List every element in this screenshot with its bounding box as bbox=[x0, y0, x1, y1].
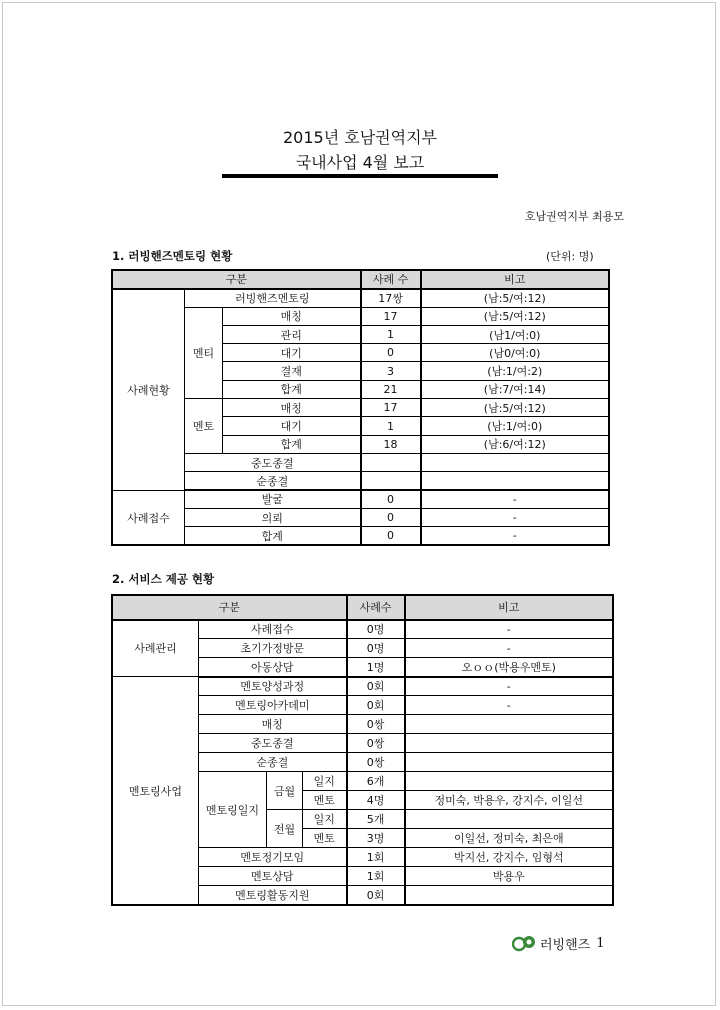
row-note: - bbox=[421, 527, 609, 545]
row-value: 1 bbox=[361, 417, 421, 435]
table-header-cases: 사례 수 bbox=[361, 271, 421, 289]
subgroup-label: 멘토 bbox=[185, 399, 223, 454]
row-note: (남:7/여:14) bbox=[421, 380, 609, 398]
unit-label: (단위: 명) bbox=[546, 250, 594, 263]
row-value: 17 bbox=[361, 399, 421, 417]
row-note bbox=[405, 715, 613, 734]
row-label: 멘토링활동지원 bbox=[199, 886, 347, 905]
row-label: 결재 bbox=[223, 362, 361, 380]
row-label: 매칭 bbox=[223, 399, 361, 417]
row-value: 1 bbox=[361, 325, 421, 343]
row-value: 0명 bbox=[347, 620, 405, 639]
row-label: 합계 bbox=[223, 435, 361, 453]
row-value bbox=[361, 472, 421, 490]
row-label: 발굴 bbox=[185, 490, 361, 508]
group-label: 멘토링사업 bbox=[113, 677, 199, 905]
row-note: (남:6/여:12) bbox=[421, 435, 609, 453]
row-value: 0명 bbox=[347, 639, 405, 658]
table-header-category: 구분 bbox=[113, 596, 347, 620]
row-label: 대기 bbox=[223, 344, 361, 362]
row-label: 일지 bbox=[303, 772, 347, 791]
title-underline bbox=[222, 174, 498, 178]
row-value: 3명 bbox=[347, 829, 405, 848]
row-label: 멘토링아카데미 bbox=[199, 696, 347, 715]
row-label: 러빙핸즈멘토링 bbox=[185, 289, 361, 307]
row-value: 17쌍 bbox=[361, 289, 421, 307]
row-value: 17 bbox=[361, 307, 421, 325]
row-value: 0쌍 bbox=[347, 753, 405, 772]
page-number: 1 bbox=[596, 935, 605, 951]
row-note: - bbox=[421, 490, 609, 508]
row-label: 초기가정방문 bbox=[199, 639, 347, 658]
row-note: (남1/여:0) bbox=[421, 325, 609, 343]
row-label: 매칭 bbox=[223, 307, 361, 325]
row-label: 순종결 bbox=[185, 472, 361, 490]
loving-hands-logo-icon bbox=[512, 933, 538, 953]
row-note: 이일선, 정미숙, 최은애 bbox=[405, 829, 613, 848]
row-note: - bbox=[405, 639, 613, 658]
row-note: (남:5/여:12) bbox=[421, 399, 609, 417]
row-note bbox=[405, 772, 613, 791]
row-label: 관리 bbox=[223, 325, 361, 343]
row-label: 중도종결 bbox=[199, 734, 347, 753]
row-value: 1명 bbox=[347, 658, 405, 677]
section2-heading: 2. 서비스 제공 현황 bbox=[112, 572, 215, 586]
row-label: 일지 bbox=[303, 810, 347, 829]
row-note: 정미숙, 박용우, 강지수, 이일선 bbox=[405, 791, 613, 810]
table-header-category: 구분 bbox=[113, 271, 361, 289]
service-status-table bbox=[112, 595, 613, 905]
row-value: 21 bbox=[361, 380, 421, 398]
row-value: 4명 bbox=[347, 791, 405, 810]
section1-heading: 1. 러빙핸즈멘토링 현황 bbox=[112, 249, 233, 263]
row-label: 합계 bbox=[185, 527, 361, 545]
subgroup-label: 멘토링일지 bbox=[199, 772, 267, 848]
row-value: 1회 bbox=[347, 867, 405, 886]
row-note bbox=[405, 734, 613, 753]
row-value: 6개 bbox=[347, 772, 405, 791]
row-note: (남:5/여:12) bbox=[421, 307, 609, 325]
row-note bbox=[405, 753, 613, 772]
row-label: 멘토 bbox=[303, 791, 347, 810]
group-label: 사례접수 bbox=[113, 490, 185, 545]
row-label: 중도종결 bbox=[185, 453, 361, 471]
row-value: 0 bbox=[361, 344, 421, 362]
row-note: (남:1/여:0) bbox=[421, 417, 609, 435]
row-value: 3 bbox=[361, 362, 421, 380]
row-value: 0 bbox=[361, 508, 421, 526]
row-label: 멘토상담 bbox=[199, 867, 347, 886]
report-title: 2015년 호남권역지부 bbox=[283, 128, 437, 147]
row-note: (남0/여:0) bbox=[421, 344, 609, 362]
row-note: - bbox=[405, 696, 613, 715]
row-value bbox=[361, 453, 421, 471]
row-label: 합계 bbox=[223, 380, 361, 398]
table-header-note: 비고 bbox=[421, 271, 609, 289]
mentoring-status-table bbox=[112, 270, 609, 545]
row-note: - bbox=[405, 620, 613, 639]
row-label: 사례접수 bbox=[199, 620, 347, 639]
row-value: 1회 bbox=[347, 848, 405, 867]
row-label: 의뢰 bbox=[185, 508, 361, 526]
row-value: 0쌍 bbox=[347, 715, 405, 734]
row-note bbox=[405, 886, 613, 905]
row-value: 0회 bbox=[347, 677, 405, 696]
footer-brand: 러빙핸즈 bbox=[540, 937, 591, 953]
row-label: 대기 bbox=[223, 417, 361, 435]
row-note: 박지선, 강지수, 임형석 bbox=[405, 848, 613, 867]
row-label: 멘토정기모임 bbox=[199, 848, 347, 867]
author-line: 호남권역지부 최용모 bbox=[524, 210, 624, 223]
row-note: - bbox=[405, 677, 613, 696]
row-value: 5개 bbox=[347, 810, 405, 829]
group-label: 사례관리 bbox=[113, 620, 199, 677]
row-note: (남:1/여:2) bbox=[421, 362, 609, 380]
row-label: 순종결 bbox=[199, 753, 347, 772]
period-label: 전월 bbox=[267, 810, 303, 848]
row-value: 18 bbox=[361, 435, 421, 453]
subgroup-label: 멘티 bbox=[185, 307, 223, 398]
row-note bbox=[405, 810, 613, 829]
row-note bbox=[421, 453, 609, 471]
table-header-cases: 사례수 bbox=[347, 596, 405, 620]
row-value: 0 bbox=[361, 490, 421, 508]
row-note: - bbox=[421, 508, 609, 526]
row-note: 박용우 bbox=[405, 867, 613, 886]
row-value: 0회 bbox=[347, 696, 405, 715]
row-value: 0쌍 bbox=[347, 734, 405, 753]
row-note bbox=[421, 472, 609, 490]
row-value: 0회 bbox=[347, 886, 405, 905]
period-label: 금월 bbox=[267, 772, 303, 810]
row-note: (남:5/여:12) bbox=[421, 289, 609, 307]
group-label: 사례현황 bbox=[113, 289, 185, 490]
row-label: 아동상담 bbox=[199, 658, 347, 677]
row-note: 오ｏｏ(박용우멘토) bbox=[405, 658, 613, 677]
row-label: 멘토 bbox=[303, 829, 347, 848]
report-subtitle: 국내사업 4월 보고 bbox=[295, 153, 425, 172]
table-header-note: 비고 bbox=[405, 596, 613, 620]
footer bbox=[512, 933, 605, 953]
row-label: 멘토양성과정 bbox=[199, 677, 347, 696]
row-value: 0 bbox=[361, 527, 421, 545]
row-label: 매칭 bbox=[199, 715, 347, 734]
